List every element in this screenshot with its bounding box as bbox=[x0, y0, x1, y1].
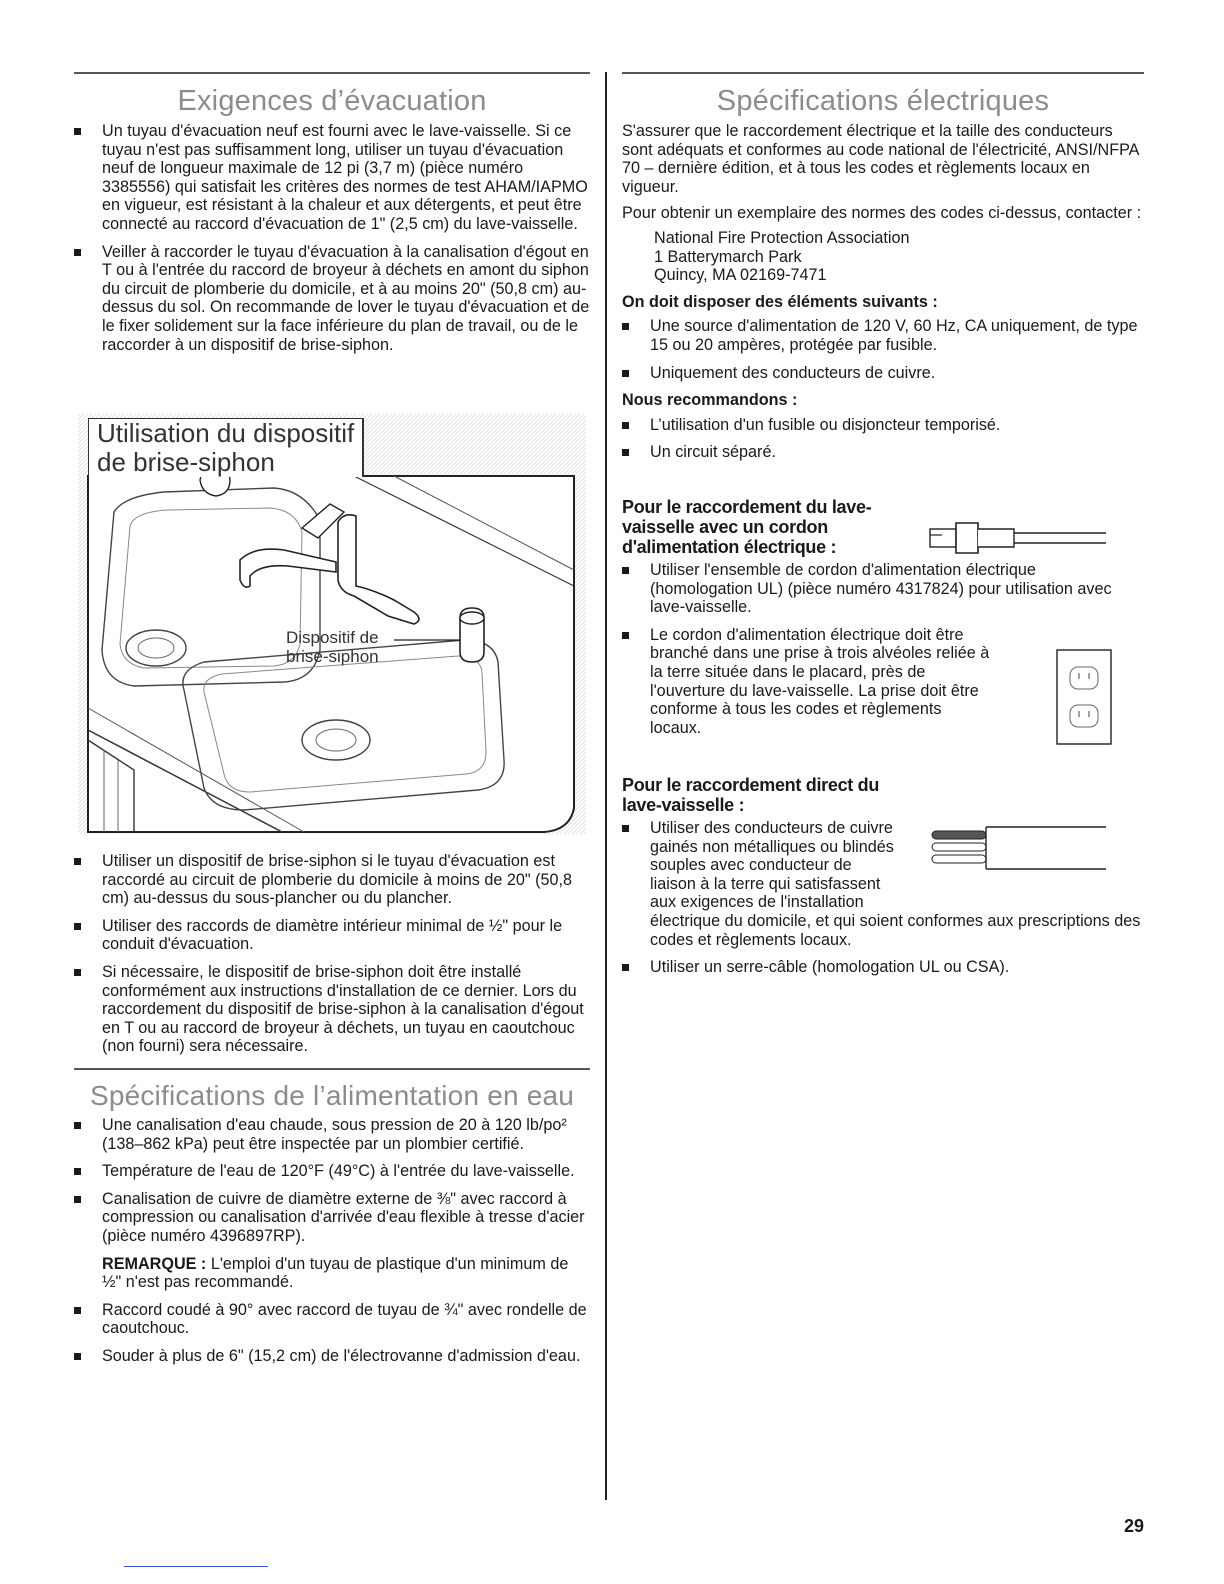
remark bbox=[74, 1255, 590, 1292]
water-supply-list-2 bbox=[74, 1301, 590, 1366]
right-top-rule bbox=[622, 72, 1144, 74]
footer-link-line bbox=[124, 1566, 268, 1567]
air-gap-list bbox=[74, 852, 590, 1056]
outlet-icon bbox=[1056, 649, 1112, 745]
water-supply-heading: Spécifications de l’alimentation en eau bbox=[89, 1080, 575, 1111]
figure-title-line-1: Utilisation du dispositif bbox=[97, 418, 355, 448]
heading-line: Pour le raccordement direct du bbox=[622, 775, 880, 795]
list-item: Souder à plus de 6" (15,2 cm) de l'électrovanne d'admission d'eau. bbox=[74, 1347, 590, 1366]
power-cord-section bbox=[622, 497, 1144, 746]
list-item: L’utilisation d'un fusible ou disjoncteur temporisé. bbox=[622, 416, 1144, 435]
list-item: Veiller à raccorder le tuyau d'évacuation à la canalisation d'égout en T ou à l'entrée du raccord de broyeur à déchets en amont du siphon du circuit de plomberie du domicile, et à au moins 20" (50,8 cm) au-dessus du sol. On recommande de lover le tuyau d'évacuation et de le fixer solidement sur la face inférieure du plan de travail, ou de le raccorder à un dispositif de brise-siphon. bbox=[74, 243, 590, 355]
heading-line: lave-vaisselle : bbox=[622, 795, 745, 815]
list-item: Un tuyau d'évacuation neuf est fourni avec le lave-vaisselle. Si ce tuyau n'est pas suffisamment long, utiliser un tuyau d'évacuation neuf de longueur maximale de 12 pi (3,7 m) (pièce numéro 3385556) qui satisfait les critères des normes de test AHAM/IAPMO en vigueur, est résistant à la chaleur et aux détergents, et peut être connecté au raccord d'évacuation de 1" (2,5 cm) du lave-vaisselle. bbox=[74, 122, 590, 234]
list-item: Canalisation de cuivre de diamètre externe de ⅜" avec raccord à compression ou canalisation d'arrivée d'eau flexible à tresse d'acier (pièce numéro 4396897RP). bbox=[74, 1190, 590, 1246]
drain-requirements-heading: Exigences d’évacuation bbox=[177, 85, 487, 117]
power-plug-icon bbox=[928, 515, 1108, 559]
list-item: Utiliser un serre-câble (homologation UL ou CSA). bbox=[622, 958, 1144, 977]
water-supply-list bbox=[74, 1116, 590, 1246]
list-item: Une canalisation d'eau chaude, sous pression de 20 à 120 lb/po² (138–862 kPa) peut être inspectée par un plombier certifié. bbox=[74, 1116, 590, 1153]
drain-requirements-list-wrap bbox=[74, 122, 590, 363]
direct-connection-list bbox=[622, 819, 1144, 977]
electrical-intro-wrap bbox=[622, 122, 1144, 471]
air-gap-figure bbox=[74, 400, 590, 840]
air-gap-label-line-2: brise-siphon bbox=[286, 647, 379, 666]
address-block bbox=[622, 229, 1144, 285]
air-gap-list-wrap bbox=[74, 852, 590, 1065]
list-item: Un circuit séparé. bbox=[622, 443, 1144, 462]
recommend-label: Nous recommandons : bbox=[622, 391, 798, 410]
must-have-label: On doit disposer des éléments suivants : bbox=[622, 292, 938, 311]
obtain-copy-text: Pour obtenir un exemplaire des normes des codes ci-dessus, contacter : bbox=[622, 204, 1142, 223]
figure-title-line-2: de brise-siphon bbox=[97, 447, 275, 477]
remark-label: REMARQUE : bbox=[102, 1254, 207, 1273]
heading-line: Pour le raccordement du lave- bbox=[622, 497, 872, 517]
direct-connection-heading bbox=[622, 775, 1144, 815]
list-item: Une source d'alimentation de 120 V, 60 Hz, CA uniquement, de type 15 ou 20 ampères, protégée par fusible. bbox=[622, 317, 1144, 354]
list-item bbox=[622, 819, 1144, 949]
heading-line: vaisselle avec un cordon bbox=[622, 517, 828, 537]
heading-line: d'alimentation électrique : bbox=[622, 537, 837, 557]
must-have-list bbox=[622, 317, 1144, 382]
left-mid-rule bbox=[74, 1068, 590, 1070]
address-line: Quincy, MA 02169-7471 bbox=[654, 266, 827, 285]
address-line: National Fire Protection Association bbox=[654, 228, 910, 247]
page-number: 29 bbox=[1123, 1516, 1144, 1536]
direct-item-text: Utiliser des conducteurs de cuivre gainés non métalliques ou blindés souples avec conducteur de liaison à la terre qui satisfassent aux exigences de l'installation électrique du domicile, et qui soient conformes aux prescriptions des codes et règlements locaux. bbox=[650, 819, 1141, 949]
direct-connection-section bbox=[622, 775, 1144, 986]
drain-requirements-list bbox=[74, 122, 590, 354]
electrical-intro: S'assurer que le raccordement électrique et la taille des conducteurs sont adéquats et conformes au code national de l'électricité, ANSI/NFPA 70 – dernière édition, et à tous les codes et règlements locaux en vigueur. bbox=[622, 122, 1139, 196]
column-divider bbox=[605, 72, 607, 1500]
list-item: Si nécessaire, le dispositif de brise-siphon doit être installé conformément aux instructions d'installation de ce dernier. Lors du raccordement du dispositif de brise-siphon à la canalisation d'égout en T ou au raccord de broyeur à déchets, un tuyau en caoutchouc (non fourni) sera nécessaire. bbox=[74, 963, 590, 1056]
address-line: 1 Batterymarch Park bbox=[654, 247, 802, 266]
water-supply-list-wrap bbox=[74, 1116, 590, 1375]
list-item: Le cordon d'alimentation électrique doit être branché dans une prise à trois alvéoles reliée à la terre située dans le placard, près de l'ouverture du lave-vaisselle. La prise doit être conforme à tous les codes et règlements locaux. bbox=[622, 626, 1144, 738]
list-item: Utiliser l'ensemble de cordon d'alimentation électrique (homologation UL) (pièce numéro 4317824) pour utilisation avec lave-vaisselle. bbox=[622, 561, 1144, 617]
list-item: Utiliser des raccords de diamètre intérieur minimal de ½" pour le conduit d'évacuation. bbox=[74, 917, 590, 954]
figure-title bbox=[88, 418, 364, 477]
remark-text: L'emploi d'un tuyau de plastique d'un minimum de ½" n'est pas recommandé. bbox=[102, 1254, 569, 1292]
list-item: Utiliser un dispositif de brise-siphon si le tuyau d'évacuation est raccordé au circuit de plomberie du domicile à moins de 20" (50,8 cm) au-dessus du sous-plancher ou du plancher. bbox=[74, 852, 590, 908]
air-gap-label-line-1: Dispositif de bbox=[286, 628, 379, 647]
recommend-list bbox=[622, 416, 1144, 462]
list-item: Température de l'eau de 120°F (49°C) à l'entrée du lave-vaisselle. bbox=[74, 1162, 590, 1181]
list-item: Uniquement des conducteurs de cuivre. bbox=[622, 364, 1144, 383]
list-item: Raccord coudé à 90° avec raccord de tuyau de ¾" avec rondelle de caoutchouc. bbox=[74, 1301, 590, 1338]
left-top-rule bbox=[74, 72, 590, 74]
air-gap-label bbox=[286, 628, 379, 666]
electrical-requirements-heading: Spécifications électriques bbox=[716, 85, 1050, 117]
